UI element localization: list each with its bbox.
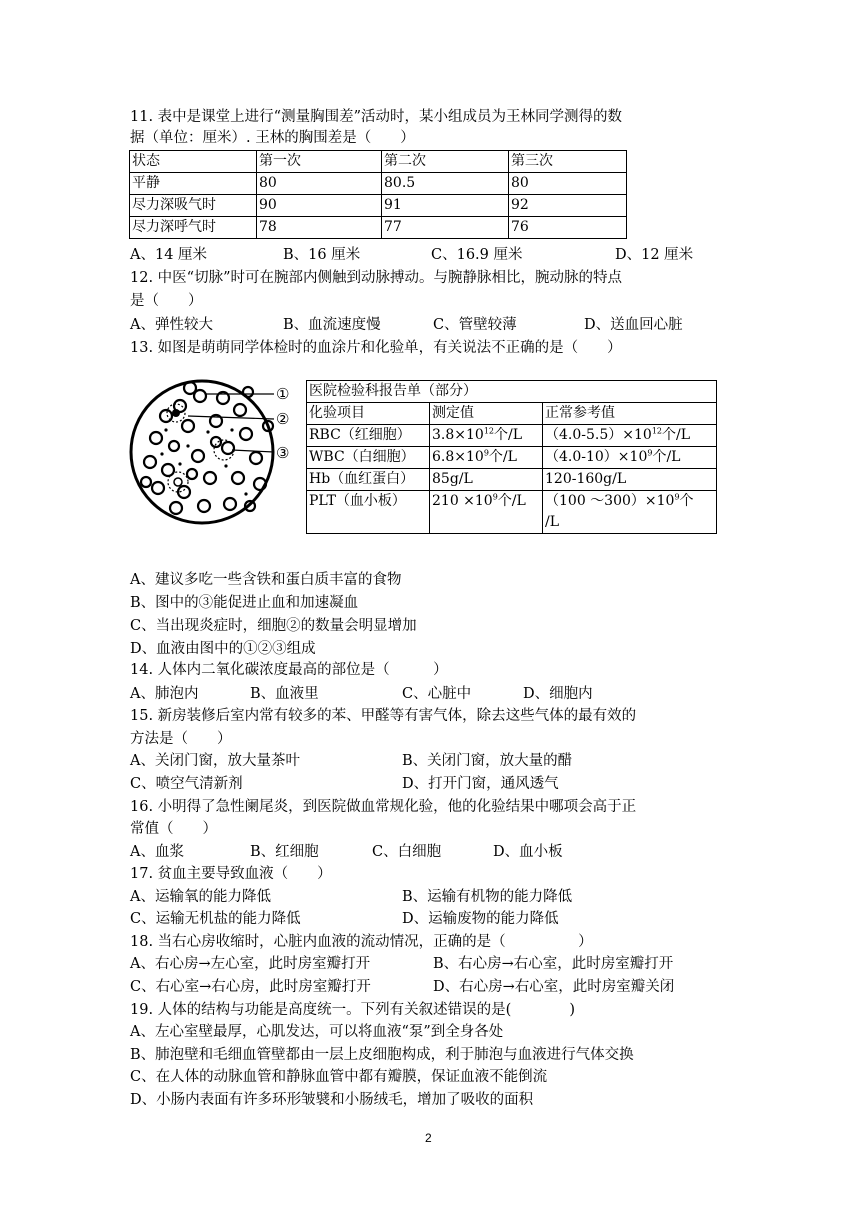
q18-option-b: B、右心房→右心室，此时房室瓣打开 bbox=[433, 956, 674, 972]
table-cell: 92 bbox=[509, 195, 627, 217]
q16-option-d: D、血小板 bbox=[493, 844, 563, 860]
q15-option-a: A、关闭门窗，放大量茶叶 bbox=[130, 753, 300, 769]
q14-option-d: D、细胞内 bbox=[523, 686, 593, 702]
q12-stem-line1: 12. 中医“切脉”时可在腕部内侧触到动脉搏动。与腕静脉相比，腕动脉的特点 bbox=[130, 270, 622, 286]
table-cell: 尽力深吸气时 bbox=[130, 195, 257, 217]
q17-option-c: C、运输无机盐的能力降低 bbox=[130, 911, 301, 927]
report-ref: $(4.0-10)\times 10^9$个/L bbox=[543, 447, 717, 469]
report-header-cell: 正常参考值 bbox=[543, 403, 717, 425]
table-header-cell: 第一次 bbox=[257, 151, 382, 173]
q16-stem-line2: 常值（ ） bbox=[130, 821, 217, 837]
report-row bbox=[307, 491, 717, 534]
q11-stem-line1: 11. 表中是课堂上进行“测量胸围差”活动时，某小组成员为王林同学测得的数 bbox=[130, 109, 622, 125]
table-cell: 91 bbox=[382, 195, 509, 217]
report-title-row bbox=[307, 381, 717, 403]
q14-stem-line1: 14. 人体内二氧化碳浓度最高的部位是（ ） bbox=[130, 662, 448, 678]
q13-option-c: C、当出现炎症时，细胞②的数量会明显增加 bbox=[130, 618, 417, 634]
report-title: 医院检验科报告单（部分） bbox=[307, 381, 717, 403]
q11-stem-line2: 据（单位：厘米）. 王林的胸围差是（ ） bbox=[130, 130, 415, 146]
q11-option-a: A、14 厘米 bbox=[130, 247, 208, 263]
report-value: $210 \times 10^9$个/L bbox=[430, 491, 543, 534]
q16-option-b: B、红细胞 bbox=[250, 844, 319, 860]
q17-stem-line1: 17. 贫血主要导致血液（ ） bbox=[130, 866, 332, 882]
label-1: ① bbox=[276, 385, 290, 403]
table-row bbox=[130, 173, 627, 195]
table-row bbox=[130, 195, 627, 217]
report-row bbox=[307, 469, 717, 491]
q18-stem-line1: 18. 当右心房收缩时，心脏内血液的流动情况，正确的是（ ） bbox=[130, 934, 593, 950]
report-item: WBC（白细胞） bbox=[307, 447, 430, 469]
report-row bbox=[307, 447, 717, 469]
report-row bbox=[307, 425, 717, 447]
q13-option-b: B、图中的③能促进止血和加速凝血 bbox=[130, 595, 359, 611]
page-number: 2 bbox=[425, 1131, 432, 1145]
report-item: PLT（血小板） bbox=[307, 491, 430, 534]
q11-option-d: D、12 厘米 bbox=[615, 247, 694, 263]
q13-option-d: D、血液由图中的①②③组成 bbox=[130, 641, 316, 657]
table-cell: 78 bbox=[257, 217, 382, 239]
table-header-cell: 第二次 bbox=[382, 151, 509, 173]
q17-option-b: B、运输有机物的能力降低 bbox=[402, 889, 573, 905]
q19-option-b: B、肺泡壁和毛细血管壁都由一层上皮细胞构成，利于肺泡与血液进行气体交换 bbox=[130, 1047, 634, 1063]
q18-option-c: C、右心室→右心房，此时房室瓣打开 bbox=[130, 979, 371, 995]
report-item: RBC（红细胞） bbox=[307, 425, 430, 447]
chest-measure-table bbox=[129, 150, 627, 239]
q12-option-b: B、血流速度慢 bbox=[283, 317, 381, 333]
q17-option-d: D、运输废物的能力降低 bbox=[402, 911, 559, 927]
report-header-cell: 化验项目 bbox=[307, 403, 430, 425]
label-3: ③ bbox=[276, 444, 290, 462]
table-cell: 76 bbox=[509, 217, 627, 239]
q15-stem-line2: 方法是（ ） bbox=[130, 731, 232, 747]
q15-stem-line1: 15. 新房装修后室内常有较多的苯、甲醛等有害气体，除去这些气体的最有效的 bbox=[130, 708, 637, 724]
q11-option-c: C、16.9 厘米 bbox=[431, 247, 523, 263]
table-cell: 77 bbox=[382, 217, 509, 239]
q19-stem-line1: 19. 人体的结构与功能是高度统一。下列有关叙述错误的是( ) bbox=[130, 1002, 575, 1018]
report-ref: （100 $\sim 300)\times 10^9$个 /L bbox=[543, 491, 717, 534]
q16-option-a: A、血浆 bbox=[130, 844, 184, 860]
q18-option-a: A、右心房→左心室，此时房室瓣打开 bbox=[130, 956, 371, 972]
q12-option-d: D、送血回心脏 bbox=[584, 317, 683, 333]
report-value: 85g/L bbox=[430, 469, 543, 491]
table-cell: 尽力深呼气时 bbox=[130, 217, 257, 239]
q15-option-b: B、关闭门窗，放大量的醋 bbox=[402, 753, 573, 769]
blood-smear-figure bbox=[128, 366, 298, 530]
report-ref: 120-160g/L bbox=[543, 469, 717, 491]
q16-option-c: C、白细胞 bbox=[372, 844, 442, 860]
q16-stem-line1: 16. 小明得了急性阑尾炎，到医院做血常规化验，他的化验结果中哪项会高于正 bbox=[130, 799, 637, 815]
q11-option-b: B、16 厘米 bbox=[283, 247, 361, 263]
table-cell: 平静 bbox=[130, 173, 257, 195]
q12-stem-line2: 是（ ） bbox=[130, 293, 203, 309]
q19-option-d: D、小肠内表面有许多环形皱襞和小肠绒毛，增加了吸收的面积 bbox=[130, 1092, 534, 1108]
report-ref: $(4.0-5.5)\times 10^{12}$个/L bbox=[543, 425, 717, 447]
q13-stem-line1: 13. 如图是萌萌同学体检时的血涂片和化验单，有关说法不正确的是（ ） bbox=[130, 340, 622, 356]
q14-option-b: B、血液里 bbox=[250, 686, 319, 702]
q14-option-a: A、肺泡内 bbox=[130, 686, 199, 702]
table-row bbox=[130, 217, 627, 239]
report-header-row bbox=[307, 403, 717, 425]
q18-option-d: D、右心房→右心室，此时房室瓣关闭 bbox=[433, 979, 675, 995]
table-cell: 80 bbox=[509, 173, 627, 195]
q19-option-a: A、左心室壁最厚，心肌发达，可以将血液“泵”到全身各处 bbox=[130, 1024, 504, 1040]
report-value: $3.8\times 10^{12}$个/L bbox=[430, 425, 543, 447]
report-header-cell: 测定值 bbox=[430, 403, 543, 425]
table-cell: 90 bbox=[257, 195, 382, 217]
q19-option-c: C、在人体的动脉血管和静脉血管中都有瓣膜，保证血液不能倒流 bbox=[130, 1069, 548, 1085]
q12-option-a: A、弹性较大 bbox=[130, 317, 213, 333]
q15-option-d: D、打开门窗，通风透气 bbox=[402, 776, 559, 792]
table-cell: 80.5 bbox=[382, 173, 509, 195]
table-header-cell: 第三次 bbox=[509, 151, 627, 173]
table-header-row bbox=[130, 151, 627, 173]
table-cell: 80 bbox=[257, 173, 382, 195]
lab-report-table bbox=[306, 380, 717, 534]
q15-option-c: C、喷空气清新剂 bbox=[130, 776, 243, 792]
q14-option-c: C、心脏中 bbox=[402, 686, 472, 702]
table-header-cell: 状态 bbox=[130, 151, 257, 173]
report-value: $6.8\times 10^9$个/L bbox=[430, 447, 543, 469]
q12-option-c: C、管壁较薄 bbox=[433, 317, 517, 333]
q17-option-a: A、运输氧的能力降低 bbox=[130, 889, 271, 905]
q13-option-a: A、建议多吃一些含铁和蛋白质丰富的食物 bbox=[130, 572, 402, 588]
report-item: Hb（血红蛋白） bbox=[307, 469, 430, 491]
label-2: ② bbox=[276, 410, 290, 428]
